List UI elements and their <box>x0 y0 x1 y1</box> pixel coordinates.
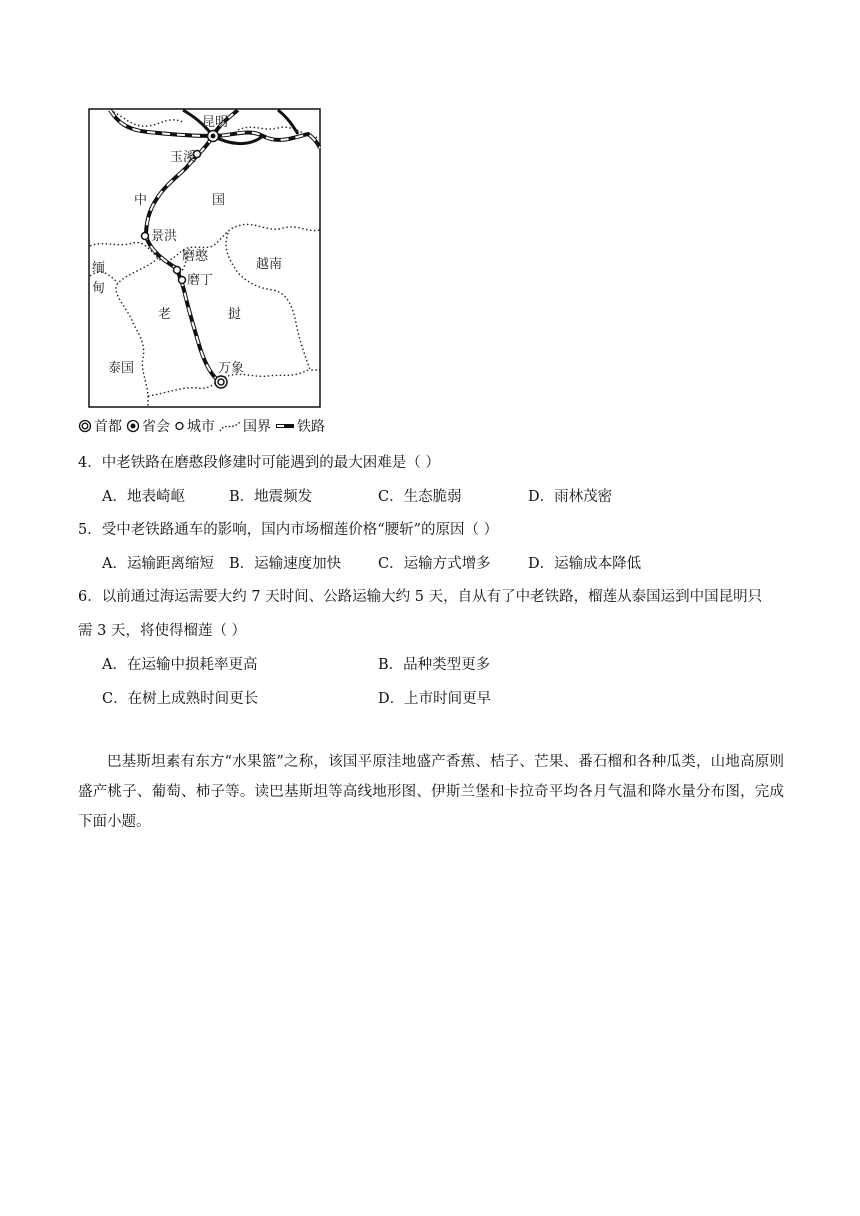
map-legend <box>78 416 329 436</box>
city-symbol-icon <box>174 419 185 433</box>
label-jinghong: 景洪 <box>151 229 178 244</box>
label-vietnam: 越南 <box>256 257 283 272</box>
question-5-option-d[interactable]: D．运输成本降低 <box>528 556 642 572</box>
jinghong-marker <box>142 233 149 240</box>
provincial-capital-symbol-icon <box>126 419 140 433</box>
map-figure <box>88 108 321 408</box>
legend-provincial-capital: 省会 <box>126 416 170 436</box>
boten-marker <box>179 277 186 284</box>
legend-border: 国界 <box>219 416 271 436</box>
label-vientiane: 万象 <box>218 361 245 376</box>
question-4-option-b[interactable]: B．地震频发 <box>229 489 313 505</box>
label-laos-2: 挝 <box>228 307 242 322</box>
question-4-stem: 4．中老铁路在磨憨段修建时可能遇到的最大困难是（ ） <box>78 455 440 471</box>
capital-symbol-icon <box>78 419 92 433</box>
question-6-option-a[interactable]: A．在运输中损耗率更高 <box>102 657 258 673</box>
question-5-stem: 5．受中老铁路通车的影响，国内市场榴莲价格“腰斩”的原因（ ） <box>78 522 499 538</box>
question-5-option-b[interactable]: B．运输速度加快 <box>229 556 342 572</box>
label-laos-1: 老 <box>158 307 172 322</box>
railway-symbol-icon <box>275 419 295 433</box>
question-4-option-d[interactable]: D．雨林茂密 <box>528 489 613 505</box>
question-6-option-c[interactable]: C．在树上成熟时间更长 <box>102 691 259 707</box>
label-boten: 磨丁 <box>187 273 214 288</box>
question-4-option-c[interactable]: C．生态脆弱 <box>378 489 462 505</box>
label-thailand: 泰国 <box>108 361 135 376</box>
label-china-2: 国 <box>212 193 226 208</box>
question-6-option-b[interactable]: B．品种类型更多 <box>378 657 491 673</box>
question-6-stem-line-2: 需 3 天，将使得榴莲（ ） <box>78 623 247 639</box>
legend-city: 城市 <box>174 416 215 436</box>
passage-paragraph: 巴基斯坦素有东方“水果篮”之称，该国平原洼地盛产香蕉、桔子、芒果、番石榴和各种瓜类，山地高原则盛产桃子、葡萄、柿子等。读巴基斯坦等高线地形图、伊斯兰堡和卡拉奇平均各月气温和降水量分布图，完成下面小题。 <box>78 754 784 830</box>
question-5-option-c[interactable]: C．运输方式增多 <box>378 556 491 572</box>
question-6-option-d[interactable]: D．上市时间更早 <box>378 691 492 707</box>
legend-railway: 铁路 <box>275 416 325 436</box>
label-myanmar-2: 甸 <box>92 281 106 296</box>
label-mohan: 磨憨 <box>182 249 209 264</box>
label-myanmar-1: 缅 <box>92 261 106 276</box>
label-yuxi: 玉溪 <box>170 150 197 165</box>
label-china-1: 中 <box>134 193 148 208</box>
question-4-option-a[interactable]: A．地表崎岖 <box>102 489 185 505</box>
legend-capital: 首都 <box>78 416 122 436</box>
mohan-marker <box>174 267 181 274</box>
border-symbol-icon <box>219 419 241 433</box>
question-5-option-a[interactable]: A．运输距离缩短 <box>102 556 214 572</box>
label-kunming: 昆明 <box>202 115 229 130</box>
railway-map <box>88 108 321 408</box>
question-6-stem-line-1: 6．以前通过海运需要大约 7 天时间、公路运输大约 5 天，自从有了中老铁路，榴莲从泰国运到中国昆明只 <box>78 589 763 605</box>
